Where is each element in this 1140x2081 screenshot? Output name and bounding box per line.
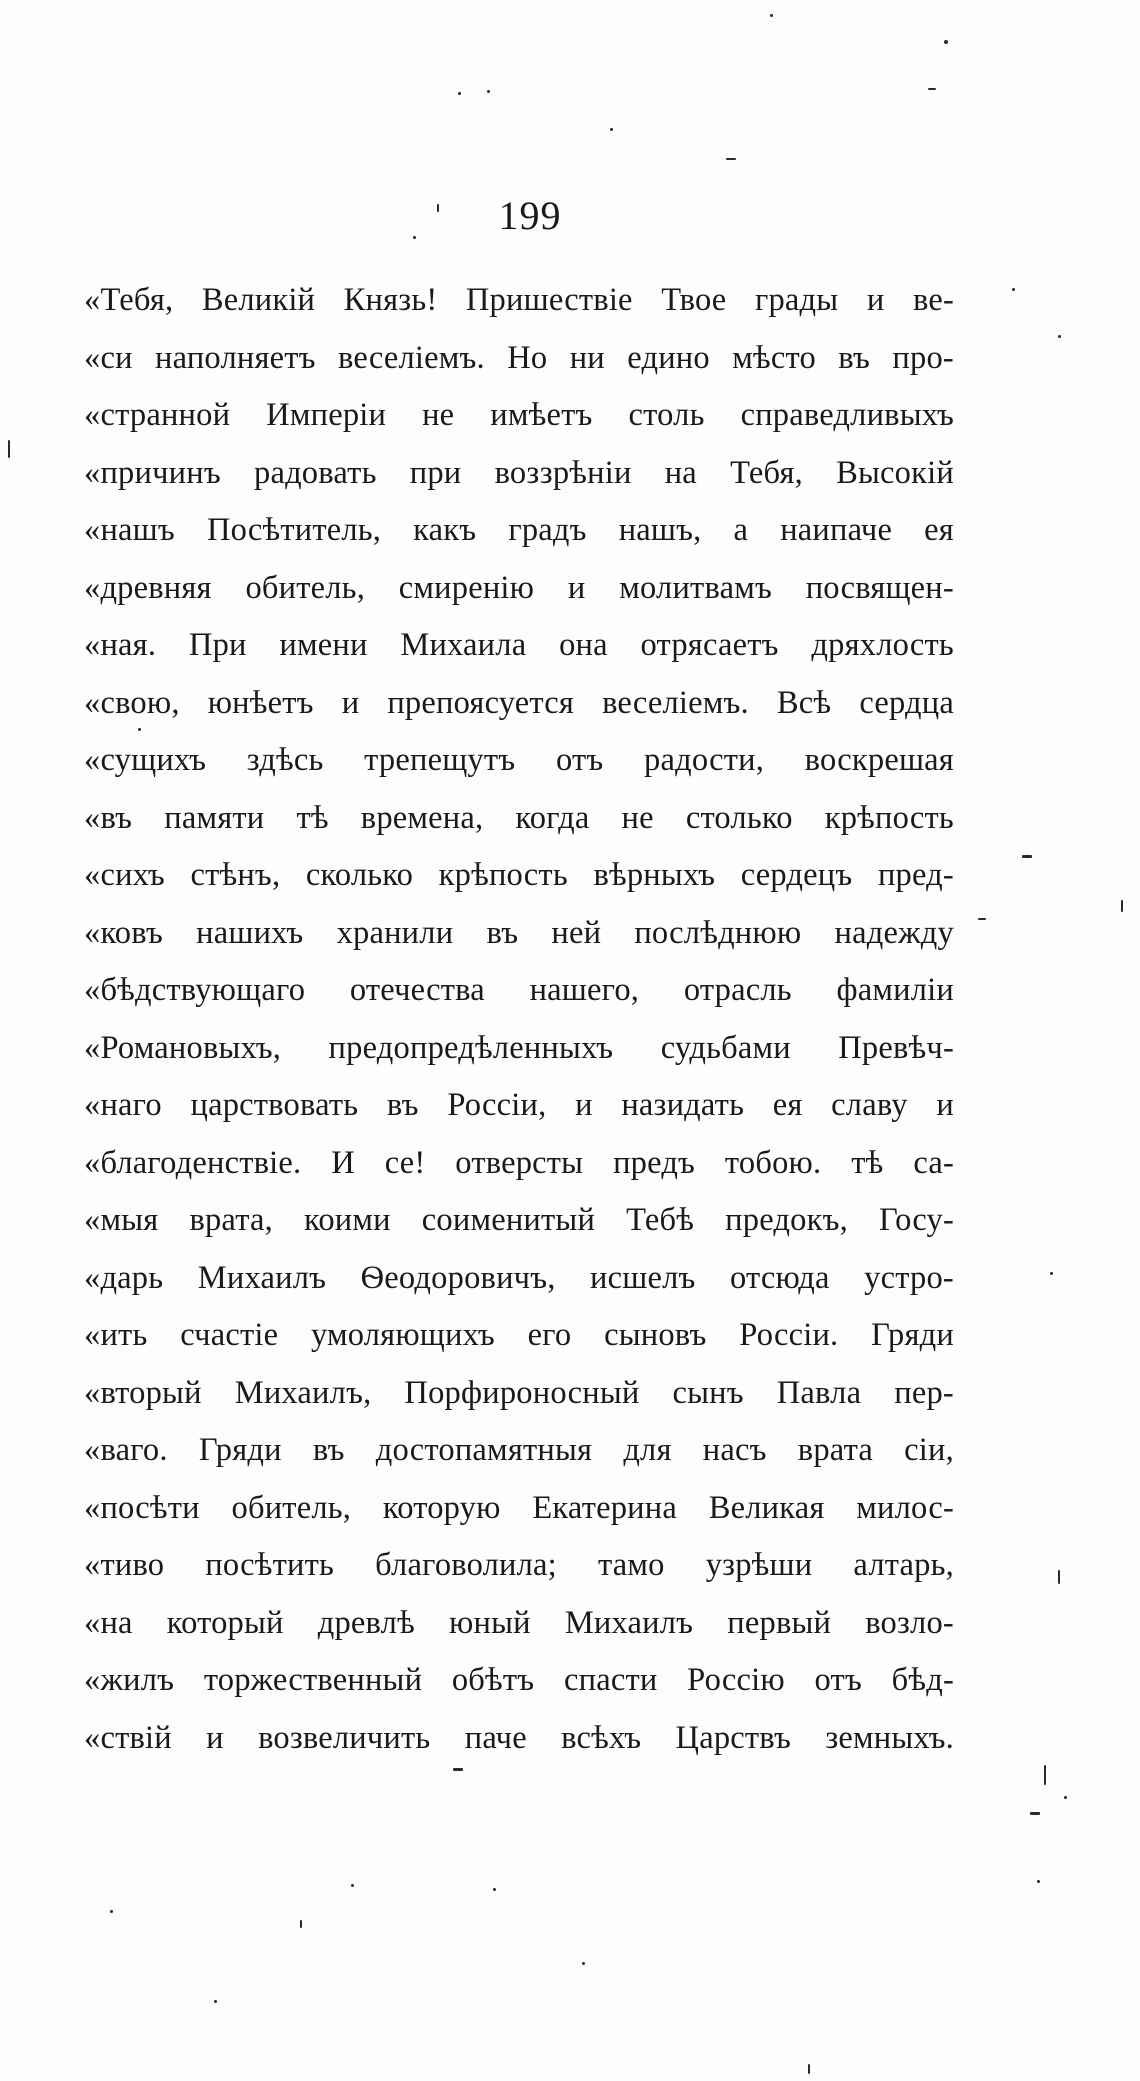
scan-speck xyxy=(770,14,773,17)
scan-speck xyxy=(610,128,613,131)
scan-speck xyxy=(351,1884,354,1887)
text-line: «вторый Михаилъ, Порфироносный сынъ Павла пер- xyxy=(84,1374,954,1411)
text-line: «на который древлѣ юный Михаилъ первый возло- xyxy=(84,1604,954,1641)
text-line: «Романовыхъ, предопредѣленныхъ судьбами Превѣч- xyxy=(84,1029,954,1066)
text-line: «ваго. Гряди въ достопамятныя для насъ врата сіи, xyxy=(84,1432,954,1468)
text-line: «бѣдствующаго отечества нашего, отрасль фамиліи xyxy=(84,972,954,1008)
text-line: «Тебя, Великій Князь! Пришествіе Твое грады и ве- xyxy=(84,282,954,318)
text-line: «причинъ радовать при воззрѣніи на Тебя, Высокій xyxy=(84,454,954,491)
text-line: «нашъ Посѣтитель, какъ градъ нашъ, а наипаче ея xyxy=(84,512,954,548)
scan-speck xyxy=(726,158,736,160)
scan-speck xyxy=(1064,1796,1067,1799)
page-number: 199 xyxy=(498,193,562,238)
scan-speck xyxy=(487,90,490,93)
scan-speck xyxy=(1058,1570,1060,1584)
text-line: «жилъ торжественный обѣтъ спасти Россію отъ бѣд- xyxy=(84,1662,954,1698)
text-line: «странной Имперіи не имѣетъ столь справедливыхъ xyxy=(84,397,954,433)
scan-speck xyxy=(582,1962,585,1965)
text-line: «сущихъ здѣсь трепещутъ отъ радости, воскрешая xyxy=(84,742,954,778)
text-line: «свою, юнѣетъ и препоясуется веселіемъ. Всѣ сердца xyxy=(84,684,954,721)
text-line: «посѣти обитель, которую Екатерина Великая милос- xyxy=(84,1489,954,1526)
scan-speck xyxy=(300,1920,302,1928)
text-line: «ковъ нашихъ хранили въ ней послѣднюю надежду xyxy=(84,914,954,951)
text-line: «наго царствовать въ Россіи, и назидать ея славу и xyxy=(84,1087,954,1123)
scan-speck xyxy=(1121,900,1123,912)
scan-speck xyxy=(458,92,461,95)
scan-speck xyxy=(1030,1812,1040,1815)
scan-speck xyxy=(453,1768,463,1771)
text-line: «тиво посѣтить благоволила; тамо узрѣши алтарь, xyxy=(84,1547,954,1583)
body-text xyxy=(84,272,954,1767)
text-line: «си наполняетъ веселіемъ. Но ни едино мѣсто въ про- xyxy=(84,339,954,376)
scan-speck xyxy=(1022,855,1032,858)
scan-speck xyxy=(1058,335,1061,338)
scan-speck xyxy=(808,2064,810,2074)
scan-speck xyxy=(138,728,141,731)
text-line: «въ памяти тѣ времена, когда не столько крѣпость xyxy=(84,799,954,836)
text-line: «благоденствіе. И се! отверсты предъ тобою. тѣ са- xyxy=(84,1144,954,1181)
scan-speck xyxy=(437,204,439,212)
scan-speck xyxy=(413,236,416,239)
scan-speck xyxy=(978,918,986,920)
scan-speck xyxy=(214,2000,217,2003)
scan-speck xyxy=(1037,1880,1040,1883)
scan-speck xyxy=(110,1910,113,1913)
scan-speck xyxy=(928,88,936,90)
text-line: «древняя обитель, смиренію и молитвамъ посвящен- xyxy=(84,569,954,606)
scan-speck xyxy=(8,440,10,458)
text-line: «сихъ стѣнъ, сколько крѣпость вѣрныхъ сердецъ пред- xyxy=(84,857,954,893)
text-line: «ная. При имени Михаила она отрясаетъ дряхлость xyxy=(84,627,954,663)
text-line: «ствій и возвеличить паче всѣхъ Царствъ земныхъ. xyxy=(84,1719,954,1756)
scan-speck xyxy=(1050,1272,1053,1275)
text-line: «дарь Михаилъ Ѳеодоровичъ, исшелъ отсюда устро- xyxy=(84,1259,954,1296)
scan-speck xyxy=(1044,1765,1046,1785)
scan-speck xyxy=(493,1888,496,1891)
text-line: «мыя врата, коими соименитый Тебѣ предокъ, Госу- xyxy=(84,1202,954,1238)
scan-speck xyxy=(1012,288,1015,291)
text-line: «ить счастіе умоляющихъ его сыновъ Россіи. Гряди xyxy=(84,1317,954,1353)
scan-speck xyxy=(944,40,948,44)
